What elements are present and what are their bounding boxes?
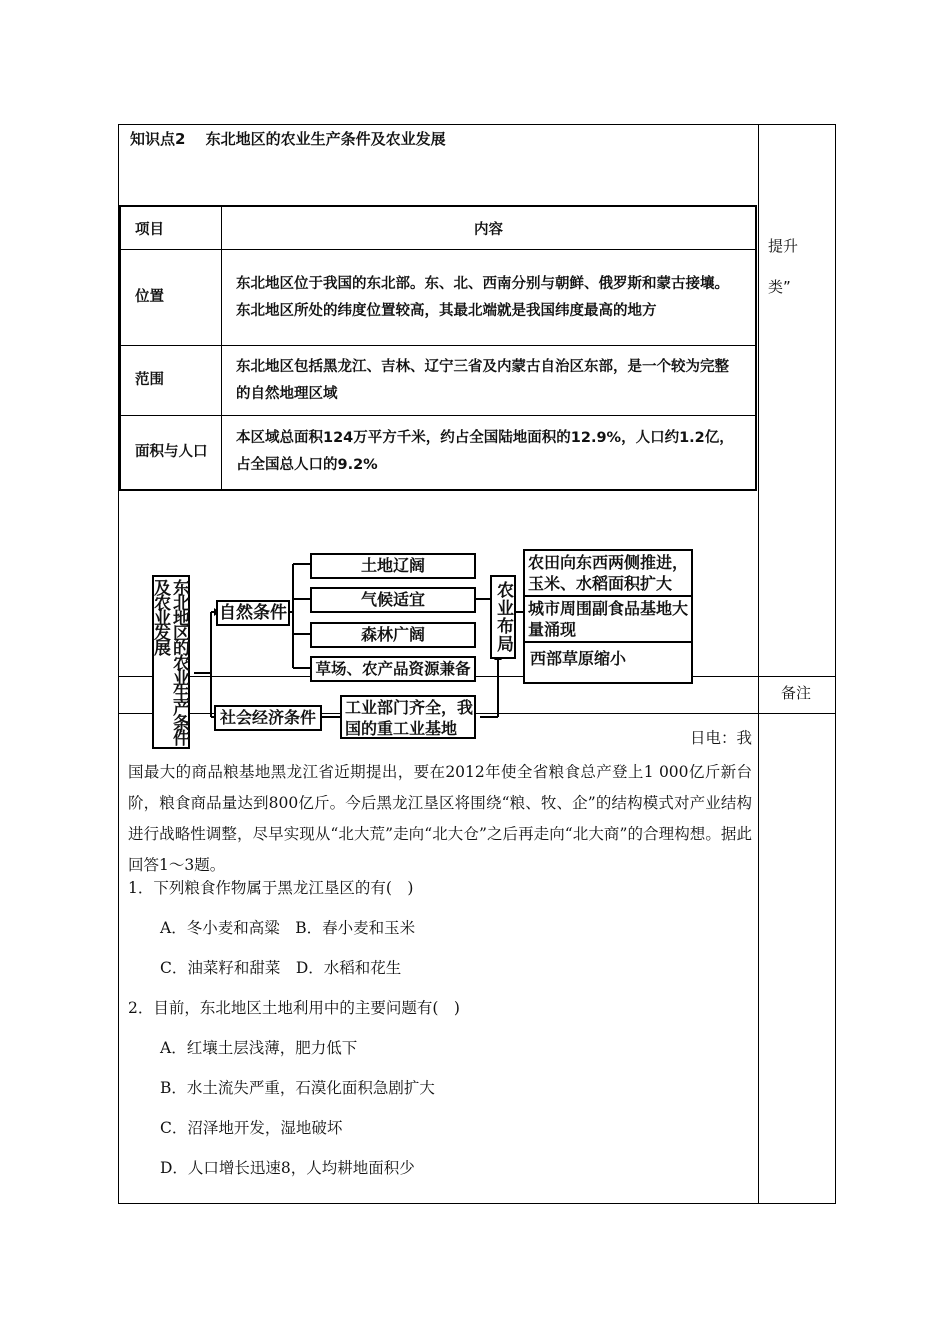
frame-bottom [118, 1203, 836, 1204]
question-option: C．油菜籽和甜菜 D．水稻和花生 [160, 959, 402, 977]
row-item: 范围 [120, 346, 222, 416]
row-content: 本区域总面积124万平方千米，约占全国陆地面积的12.9%，人口约1.2亿，占全国总人口的9.2% [222, 416, 757, 490]
question-option: C．沼泽地开发，湿地破坏 [160, 1119, 343, 1137]
row-content: 东北地区位于我国的东北部。东、北、西南分别与朝鲜、俄罗斯和蒙古接壤。东北地区所处的纬度位置较高，其最北端就是我国纬度最高的地方 [222, 250, 757, 346]
diagram-natural-item-label: 森林广阔 [360, 625, 425, 644]
diagram-natural-item [310, 622, 476, 648]
row-content: 东北地区包括黑龙江、吉林、辽宁三省及内蒙古自治区东部，是一个较为完整的自然地理区域 [222, 346, 757, 416]
diagram-social-label: 社会经济条件 [219, 708, 316, 727]
diagram-results-box [523, 549, 693, 684]
knowledge-table [119, 205, 757, 491]
question-stem: 2．目前，东北地区土地利用中的主要问题有( ) [128, 999, 460, 1017]
diagram-social-box [214, 705, 322, 731]
table-header-row [120, 206, 756, 250]
frame-right [835, 124, 836, 1204]
frame-top [118, 124, 836, 125]
question-option: A．冬小麦和高粱 B．春小麦和玉米 [160, 919, 416, 937]
diagram-natural-item [310, 587, 476, 613]
side-label-beizhu: 备注 [781, 684, 812, 702]
header-content: 内容 [222, 206, 757, 250]
side-column-divider [758, 124, 759, 1204]
diagram-social-item [340, 695, 476, 739]
diagram-natural-box [216, 600, 290, 626]
table-row [120, 346, 756, 416]
header-item: 项目 [120, 206, 222, 250]
passage-text: 国最大的商品粮基地黑龙江省近期提出，要在2012年使全省粮食总产登上1 000亿斤新台阶，粮食商品量达到800亿斤。今后黑龙江垦区将围绕“粮、牧、企”的结构模式对产业结构进行战略性调整，尽早实现从“北大荒”走向“北大仓”之后再走向“北大商”的合理构想。据此回答1～3题。 [128, 763, 752, 874]
diagram-layout-label: 农业布局 [493, 581, 513, 653]
diagram-root-box [152, 575, 190, 749]
diagram-social-item-label: 工业部门齐全，我国的重工业基地 [345, 698, 474, 738]
diagram-root-label: 东北地区的农业生产条件及农业发展 [150, 579, 189, 744]
diagram-natural-item-label: 草场、农产品资源兼备 [315, 660, 471, 678]
row-item: 位置 [120, 250, 222, 346]
row-item: 面积与人口 [120, 416, 222, 490]
question-option: A．红壤土层浅薄，肥力低下 [160, 1039, 358, 1057]
diagram-natural-label: 自然条件 [219, 603, 287, 623]
question-option: B．水土流失严重，石漠化面积急剧扩大 [160, 1079, 435, 1097]
diagram-natural-item-label: 气候适宜 [360, 590, 425, 609]
diagram-natural-item [310, 656, 476, 682]
diagram-result-item: 西部草原缩小 [530, 649, 627, 668]
question-option: D．人口增长迅速8，人均耕地面积少 [160, 1159, 415, 1177]
section-title: 知识点2 东北地区的农业生产条件及农业发展 [130, 130, 446, 148]
diagram-natural-item-label: 土地辽阔 [360, 556, 425, 575]
table-row [120, 416, 756, 490]
concept-diagram [148, 545, 693, 755]
side-label-tishen-2: 类” [768, 278, 791, 296]
diagram-layout-box [490, 575, 516, 659]
diagram-result-item: 农田向东西两侧推进，玉米、水稻面积扩大 [525, 551, 691, 597]
diagram-result-item: 城市周围副食品基地大量涌现 [525, 597, 691, 643]
diagram-natural-item [310, 553, 476, 579]
table-row [120, 250, 756, 346]
question-stem: 1．下列粮食作物属于黑龙江垦区的有( ) [128, 879, 414, 897]
passage-line-tail: 日电：我 [690, 729, 753, 747]
side-label-tishen-1: 提升 [768, 237, 799, 255]
